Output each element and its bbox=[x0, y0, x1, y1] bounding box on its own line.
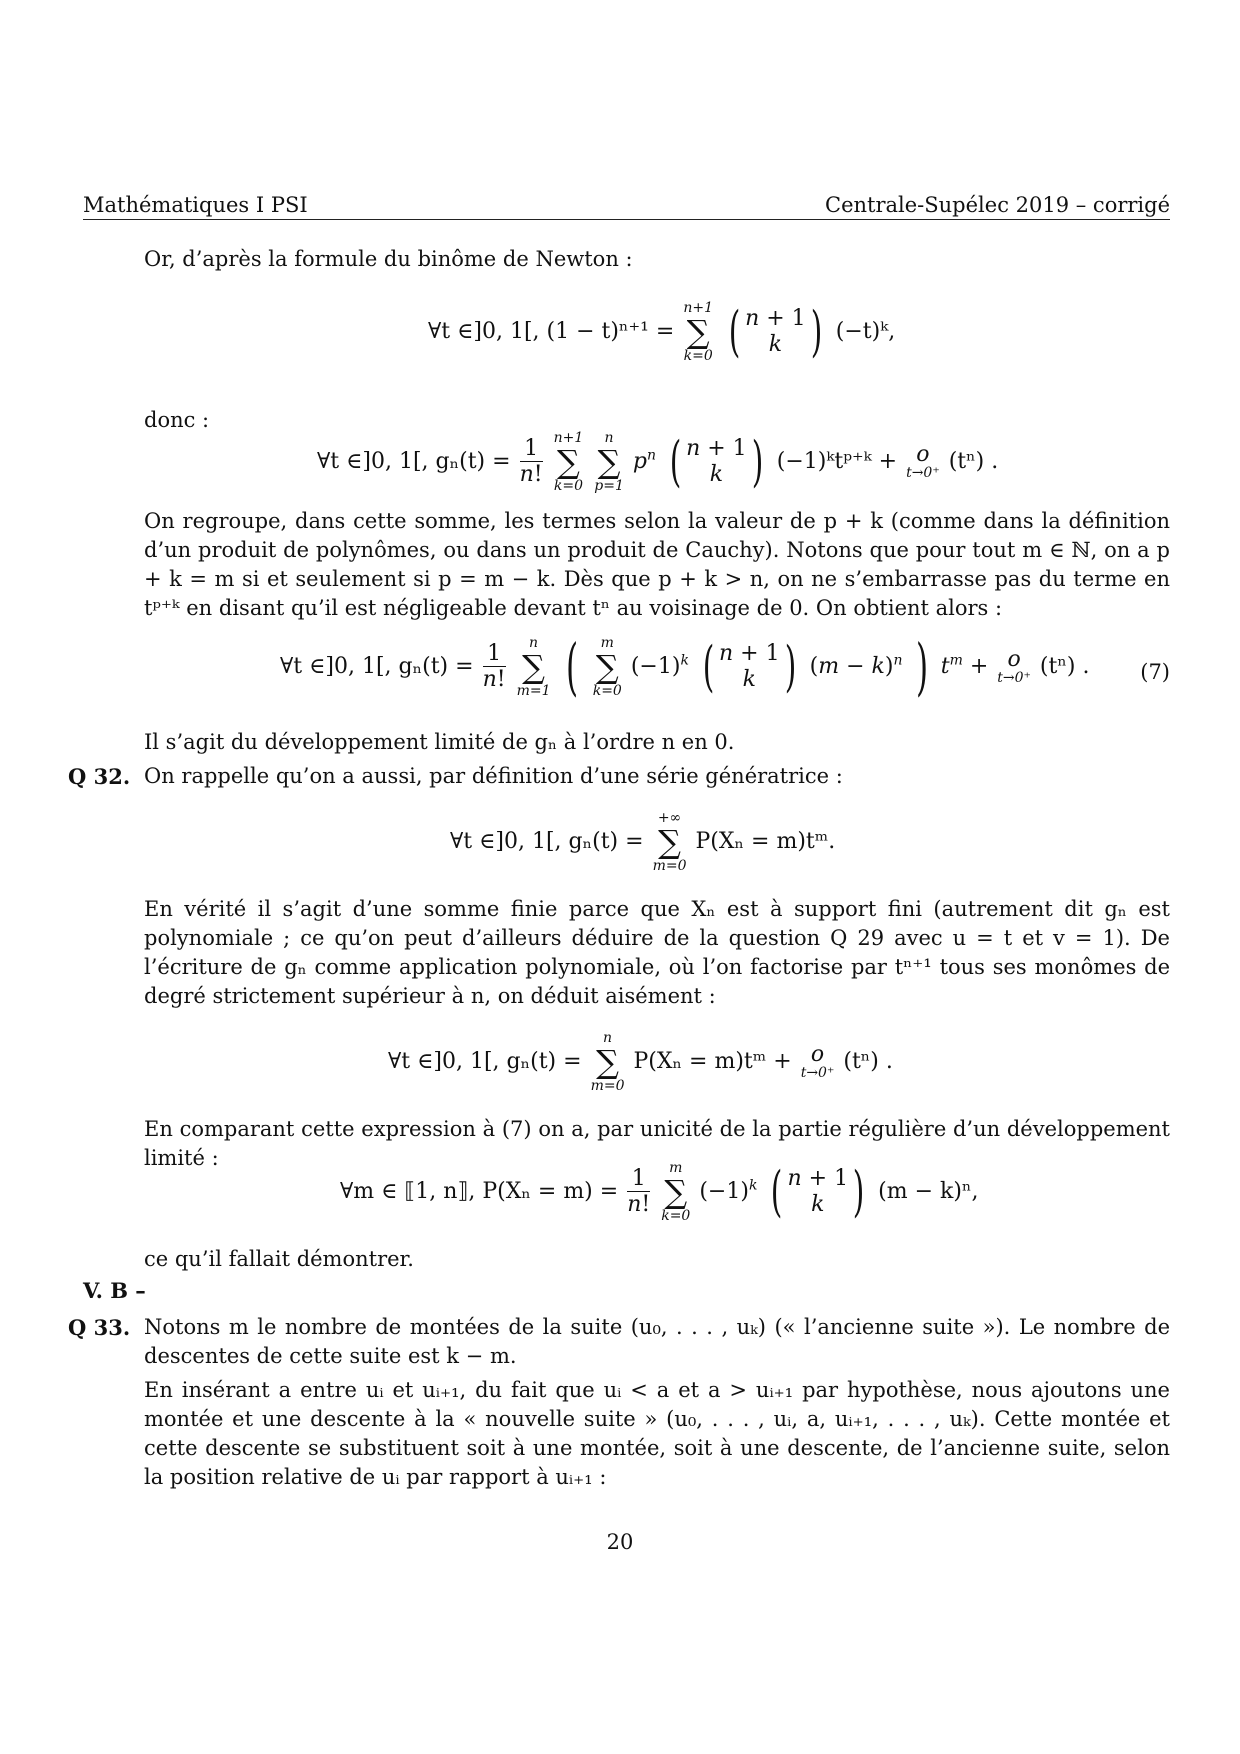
running-header bbox=[83, 193, 1170, 220]
binomial-coefficient: ( n + 1 k ) bbox=[702, 635, 796, 698]
eq1-rhs: (−t)ᵏ, bbox=[835, 319, 896, 344]
equation-finite-sum bbox=[388, 1030, 893, 1094]
fraction-1-over-nfact: $\frac{1}{n!}$ bbox=[627, 1165, 651, 1217]
little-o: o t→0⁺ bbox=[800, 1042, 835, 1081]
little-o: o t→0⁺ bbox=[997, 647, 1031, 686]
equation-binomial bbox=[428, 300, 895, 364]
equation-7: ∀t ∈]0, 1[, gₙ(t) = $\frac{1}{n!}$ n ∑ m=1 ( m ∑ k=0 $(-1)^k$ ( n + 1 k ) $(m - k)^n$ ) $t^m$ + o t→0⁺ (tⁿ) . bbox=[280, 630, 1090, 703]
eq4-lhs: ∀t ∈]0, 1[, gₙ(t) = bbox=[450, 829, 644, 854]
equation-number: (7) bbox=[1140, 660, 1170, 684]
paragraph-verite: En vérité il s’agit d’une somme finie parce que Xₙ est à support fini (autrement dit gₙ est polynomiale ; ce qu’on peut d’ailleurs déduire de la question Q 29 avec u = t et v = 1). De l’écriture de gₙ comme application polynomiale, où l’on factorise par tⁿ⁺¹ tous ses monômes de degré strictement supérieur à n, on déduit aisément : bbox=[144, 897, 1170, 1008]
page-number: 20 bbox=[606, 1530, 634, 1554]
paragraph-donc: donc : bbox=[144, 408, 210, 432]
eq2-lhs: ∀t ∈]0, 1[, gₙ(t) = bbox=[317, 449, 511, 474]
equation-gn-double-sum: ∀t ∈]0, 1[, gₙ(t) = $\frac{1}{n!}$ n+1 ∑ k=0 n ∑ p=1 $p^n$ ( n + 1 k ) (−1)ᵏtᵖ⁺ᵏ + o t→0⁺ (tⁿ) . bbox=[317, 430, 999, 494]
eq2-end: (tⁿ) . bbox=[948, 449, 999, 474]
equation-generating-series bbox=[450, 810, 835, 874]
eq5-rhs: P(Xₙ = m)tᵐ + bbox=[633, 1049, 792, 1074]
eq4-rhs: P(Xₙ = m)tᵐ. bbox=[695, 829, 836, 854]
eq6-rhs: (m − k)ⁿ, bbox=[878, 1179, 979, 1204]
fraction-1-over-nfact: $\frac{1}{n!}$ bbox=[482, 640, 506, 692]
little-o: o t→0⁺ bbox=[906, 442, 940, 481]
paragraph-inserant: En insérant a entre uᵢ et uᵢ₊₁, du fait que uᵢ < a et a > uᵢ₊₁ par hypothèse, nous ajoutons une montée et une descente à la « nouvelle suite » (u₀, . . . , uᵢ, a, uᵢ₊₁, . . . , uₖ). Cette montée et cette descente se substituent soit à une montée, soit à une descente, de l’ancienne suite, selon la position relative de uᵢ par rapport à uᵢ₊₁ : bbox=[144, 1378, 1170, 1489]
equation-probability: ∀m ∈ ⟦1, n⟧, P(Xₙ = m) = $\frac{1}{n!}$ m ∑ k=0 $(-1)^k$ ( n + 1 k ) (m − k)ⁿ, bbox=[340, 1160, 979, 1224]
paragraph-q33: Notons m le nombre de montées de la suite (u₀, . . . , uₖ) (« l’ancienne suite »). Le nombre de descentes de cette suite est k − m. bbox=[144, 1315, 1170, 1368]
paragraph-comparant: En comparant cette expression à (7) on a, par unicité de la partie régulière d’un développement limité : bbox=[144, 1117, 1170, 1170]
eq1-lhs: ∀t ∈]0, 1[, (1 − t)ⁿ⁺¹ = bbox=[428, 319, 675, 344]
sum-symbol: n+1 ∑ k=0 bbox=[553, 430, 584, 494]
sum-symbol: n ∑ p=1 bbox=[594, 430, 624, 494]
sum-symbol: +∞ ∑ m=0 bbox=[652, 810, 687, 874]
sum-symbol: n ∑ m=1 bbox=[516, 635, 551, 699]
eq5-end: (tⁿ) . bbox=[843, 1049, 893, 1074]
eq3-lhs: ∀t ∈]0, 1[, gₙ(t) = bbox=[280, 654, 474, 679]
sum-symbol: n+1 ∑ k=0 bbox=[683, 300, 713, 364]
sum-symbol: n ∑ m=0 bbox=[590, 1030, 625, 1094]
eq2-mid: (−1)ᵏtᵖ⁺ᵏ + bbox=[776, 449, 898, 474]
sum-symbol: m ∑ k=0 bbox=[661, 1160, 691, 1224]
paragraph-dl: Il s’agit du développement limité de gₙ à l’ordre n en 0. bbox=[144, 730, 735, 754]
binomial-coefficient: ( n + 1 k ) bbox=[728, 300, 823, 363]
fraction-1-over-nfact: $\frac{1}{n!}$ bbox=[519, 435, 543, 487]
eq3-end: (tⁿ) . bbox=[1039, 654, 1090, 679]
header-left: Mathématiques I PSI bbox=[83, 193, 308, 217]
section-heading-vb: V. B – bbox=[83, 1278, 146, 1303]
binomial-coefficient: ( n + 1 k ) bbox=[771, 1160, 865, 1223]
paragraph-intro: Or, d’après la formule du binôme de Newton : bbox=[144, 247, 633, 271]
sum-symbol: m ∑ k=0 bbox=[592, 635, 622, 699]
eq6-lhs: ∀m ∈ ⟦1, n⟧, P(Xₙ = m) = bbox=[340, 1179, 619, 1204]
paragraph-regroupe: On regroupe, dans cette somme, les termes selon la valeur de p + k (comme dans la définition d’un produit de polynômes, ou dans un produit de Cauchy). Notons que pour tout m ∈ ℕ, on a p + k = m si et seulement si p = m − k. Dès que p + k > n, on ne s’embarrasse pas du terme en tᵖ⁺ᵏ en disant qu’il est négligeable devant tⁿ au voisinage de 0. On obtient alors : bbox=[144, 509, 1170, 620]
eq5-lhs: ∀t ∈]0, 1[, gₙ(t) = bbox=[388, 1049, 582, 1074]
question-label-q32: Q 32. bbox=[68, 764, 131, 789]
paragraph-q32: On rappelle qu’on a aussi, par définition d’une série génératrice : bbox=[144, 764, 843, 788]
paragraph-cqfd: ce qu’il fallait démontrer. bbox=[144, 1247, 414, 1271]
binomial-coefficient: ( n + 1 k ) bbox=[669, 430, 763, 493]
question-label-q33: Q 33. bbox=[68, 1315, 131, 1340]
header-right: Centrale-Supélec 2019 – corrigé bbox=[825, 193, 1170, 217]
